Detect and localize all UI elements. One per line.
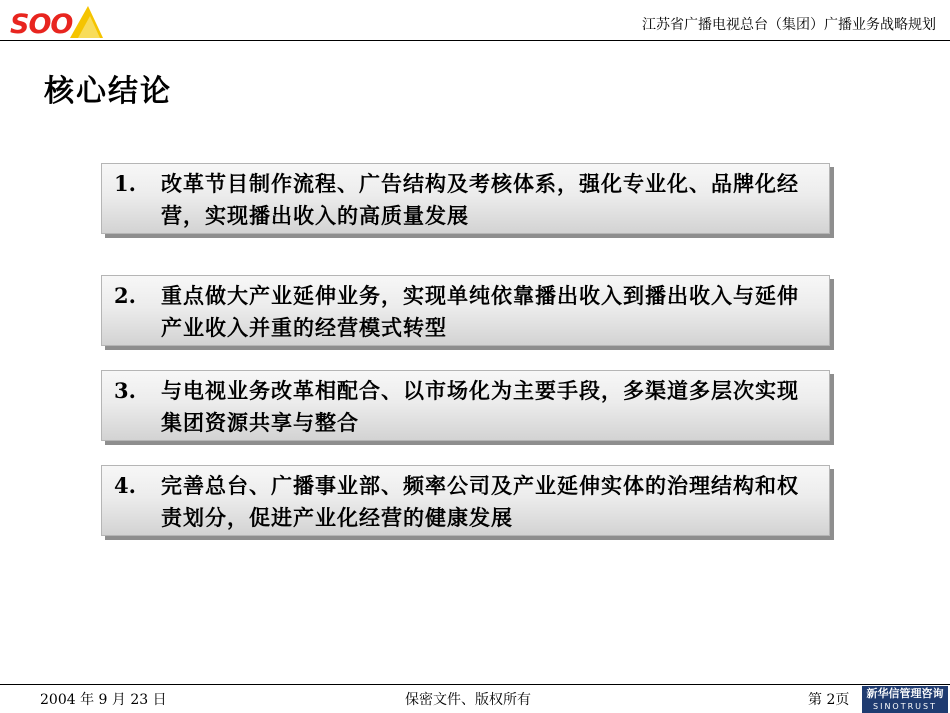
- conclusion-box-1: [101, 163, 830, 234]
- sinotrust-logo: [862, 686, 948, 713]
- conclusion-number: 2.: [114, 283, 136, 308]
- conclusion-text: 完善总台、广播事业部、频率公司及产业延伸实体的治理结构和权责划分，促进产业化经营的健康发展: [161, 473, 799, 530]
- footer-divider: [0, 684, 950, 685]
- sinotrust-logo-cn: 新华信管理咨询: [866, 687, 944, 700]
- logo-text: SOO: [10, 9, 73, 38]
- header-divider: [0, 40, 950, 41]
- conclusion-text: 改革节目制作流程、广告结构及考核体系，强化专业化、品牌化经营，实现播出收入的高质量发展: [161, 171, 799, 228]
- conclusion-box-4: [101, 465, 830, 536]
- conclusion-text: 重点做大产业延伸业务，实现单纯依靠播出收入到播出收入与延伸产业收入并重的经营模式转型: [161, 283, 799, 340]
- conclusion-text: 与电视业务改革相配合、以市场化为主要手段，多渠道多层次实现集团资源共享与整合: [161, 378, 799, 435]
- page-number: 第 2页: [808, 692, 850, 708]
- conclusion-box-3: [101, 370, 830, 441]
- company-logo: [8, 2, 103, 38]
- conclusion-number: 4.: [114, 473, 136, 498]
- conclusion-number: 3.: [114, 378, 136, 403]
- report-title: 江苏省广播电视总台（集团）广播业务战略规划: [642, 17, 936, 33]
- footer-date: 2004 年 9 月 23 日: [40, 692, 167, 708]
- conclusion-number: 1.: [114, 171, 136, 196]
- page-title: 核心结论: [44, 74, 172, 109]
- confidentiality-notice: 保密文件、版权所有: [405, 692, 531, 708]
- conclusion-box-2: [101, 275, 830, 346]
- sinotrust-logo-en: SINOTRUST: [873, 702, 937, 711]
